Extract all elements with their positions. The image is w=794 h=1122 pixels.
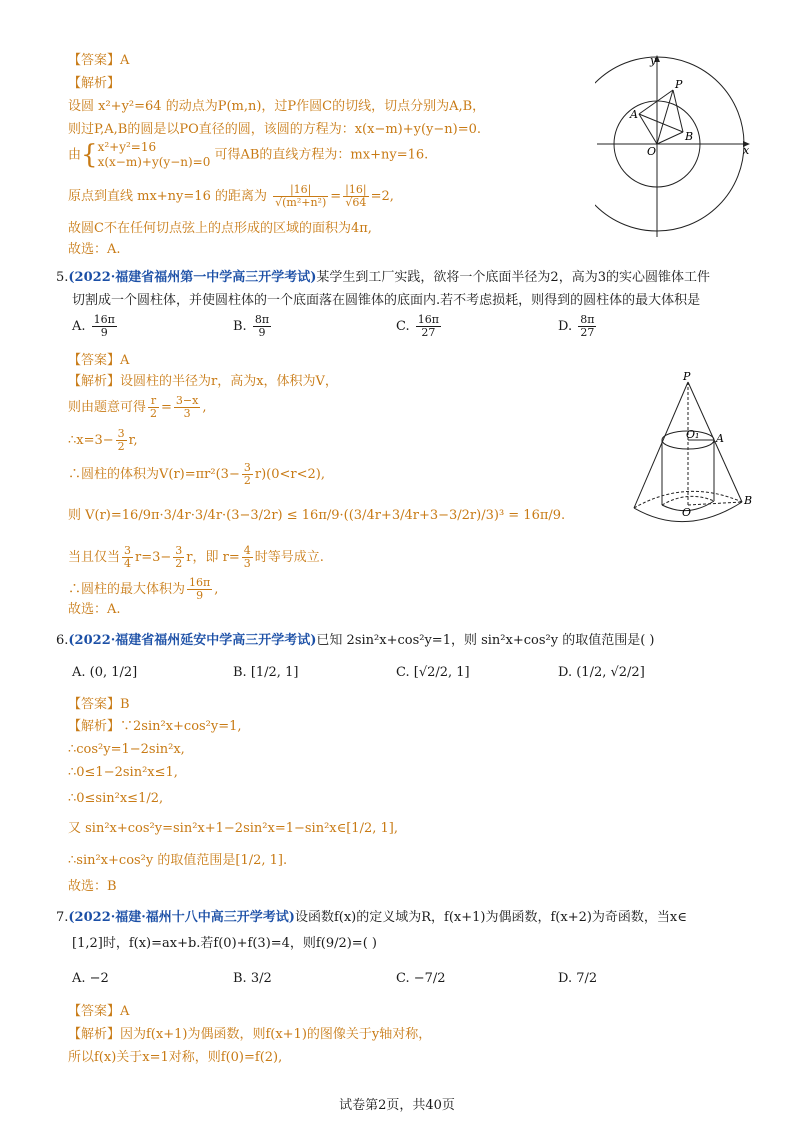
- q5-step3: ∴x=3− $\frac{3}{2}$ r,: [68, 427, 138, 453]
- q6-step3: ∴0≤1−2sin²x≤1,: [68, 765, 178, 780]
- label-b: B: [685, 130, 694, 143]
- q5-stem-line2: 切割成一个圆柱体，并使圆柱体的一个底面落在圆锥体的底面内.若不考虑损耗，则得到的圆柱体的最大体积是: [72, 293, 701, 308]
- q6-option-b: B. [1/2, 1]: [233, 665, 299, 680]
- q5-conclusion: 故选：A.: [68, 602, 121, 617]
- q5-cone-figure: [626, 368, 756, 528]
- q6-step6: ∴sin²x+cos²y 的取值范围是[1/2, 1].: [68, 853, 288, 868]
- label-o1: O₁: [686, 428, 700, 441]
- label-o: O: [682, 506, 692, 519]
- q5-step1: 【解析】设圆柱的半径为r，高为x，体积为V，: [68, 374, 338, 389]
- label-x: x: [743, 144, 750, 157]
- q7-answer: 【答案】A: [68, 1004, 130, 1019]
- label-a: A: [716, 432, 724, 445]
- q6-option-d: D. (1/2, √2/2]: [558, 665, 645, 680]
- q4-analysis-label: 【解析】: [68, 76, 121, 91]
- q4-step4: 原点到直线 mx+ny=16 的距离为 $\frac{|16|}{\text{√(m²+n²)}}$ = $\frac{|16|}{√64}$ =2,: [68, 183, 394, 209]
- q7-option-d: D. 7/2: [558, 971, 598, 986]
- q6-step2: ∴cos²y=1−2sin²x,: [68, 742, 185, 757]
- q6-step5: 又 sin²x+cos²y=sin²x+1−2sin²x=1−sin²x∈[1/2, 1],: [68, 821, 398, 836]
- q6-stem: 6.(2022·福建省福州延安中学高三开学考试)已知 2sin²x+cos²y=1，则 sin²x+cos²y 的取值范围是( ): [56, 633, 655, 648]
- q4-step2: 则过P,A,B的圆是以PO直径的圆，该圆的方程为：x(x−m)+y(y−n)=0.: [68, 122, 482, 137]
- q7-step2: 所以f(x)关于x=1对称，则f(0)=f(2),: [68, 1050, 283, 1065]
- q6-option-c: C. [√2/2, 1]: [396, 665, 470, 680]
- q4-answer: 【答案】A: [68, 53, 130, 68]
- q7-option-b: B. 3/2: [233, 971, 272, 986]
- q6-answer: 【答案】B: [68, 697, 130, 712]
- q5-option-b: B. $\frac{8\pi}{9}$: [233, 313, 270, 339]
- label-a: A: [630, 108, 638, 121]
- q4-conclusion: 故选：A.: [68, 242, 121, 257]
- q5-step5-inequality: 则 V(r)=16/9π·3/4r·3/4r·(3−3/2r) ≤ 16π/9·((3/4r+3/4r+3−3/2r)/3)³ = 16π/9.: [68, 508, 566, 523]
- q4-step3: 由{ x²+y²=16 x(x−m)+y(y−n)=0 可得AB的直线方程为：mx+ny=16.: [68, 140, 429, 170]
- q5-step7: ∴圆柱的最大体积为 $\frac{16\pi}{9}$ ,: [68, 576, 219, 602]
- q4-circle-figure: [595, 52, 755, 242]
- page-footer: 试卷第2页，共40页: [339, 1098, 455, 1113]
- q7-stem-line1: 7.(2022·福建·福州十八中高三开学考试)设函数f(x)的定义域为R，f(x+1)为偶函数，f(x+2)为奇函数，当x∈: [56, 910, 687, 925]
- q5-step2: 则由题意可得 $\frac{r}{2}$ = $\frac{3-x}{3}$ ,: [68, 394, 207, 420]
- q5-option-d: D. $\frac{8\pi}{27}$: [558, 313, 595, 339]
- q6-conclusion: 故选：B: [68, 879, 117, 894]
- label-p: P: [675, 78, 683, 91]
- q5-step6: 当且仅当 $\frac{3}{4}$ r=3− $\frac{3}{2}$ r，即 r= $\frac{4}{3}$ 时等号成立.: [68, 544, 324, 570]
- q4-step5: 故圆C不在任何切点弦上的点形成的区域的面积为4π,: [68, 221, 372, 236]
- q7-step1: 【解析】因为f(x+1)为偶函数，则f(x+1)的图像关于y轴对称，: [68, 1027, 432, 1042]
- label-b: B: [744, 494, 753, 507]
- q7-option-a: A. −2: [72, 971, 109, 986]
- q5-answer: 【答案】A: [68, 353, 130, 368]
- q7-option-c: C. −7/2: [396, 971, 446, 986]
- label-o: O: [647, 145, 657, 158]
- label-y: y: [650, 54, 657, 67]
- label-p: P: [683, 370, 691, 383]
- q6-step1: 【解析】∵2sin²x+cos²y=1,: [68, 719, 242, 734]
- q7-stem-line2: [1,2]时，f(x)=ax+b.若f(0)+f(3)=4，则f(9/2)=( ): [72, 936, 377, 951]
- q6-option-a: A. (0, 1/2]: [72, 665, 138, 680]
- q5-option-a: A. $\frac{16\pi}{9}$: [72, 313, 115, 339]
- q6-step4: ∴0≤sin²x≤1/2,: [68, 791, 164, 806]
- q4-step1: 设圆 x²+y²=64 的动点为P(m,n)，过P作圆C的切线，切点分别为A,B，: [68, 99, 486, 114]
- q5-option-c: C. $\frac{16\pi}{27}$: [396, 313, 439, 339]
- q5-stem-line1: 5.(2022·福建省福州第一中学高三开学考试)某学生到工厂实践，欲将一个底面半径为2，高为3的实心圆锥体工件: [56, 270, 710, 285]
- q5-step4: ∴圆柱的体积为V(r)=πr²(3− $\frac{3}{2}$ r)(0<r<2),: [68, 461, 325, 487]
